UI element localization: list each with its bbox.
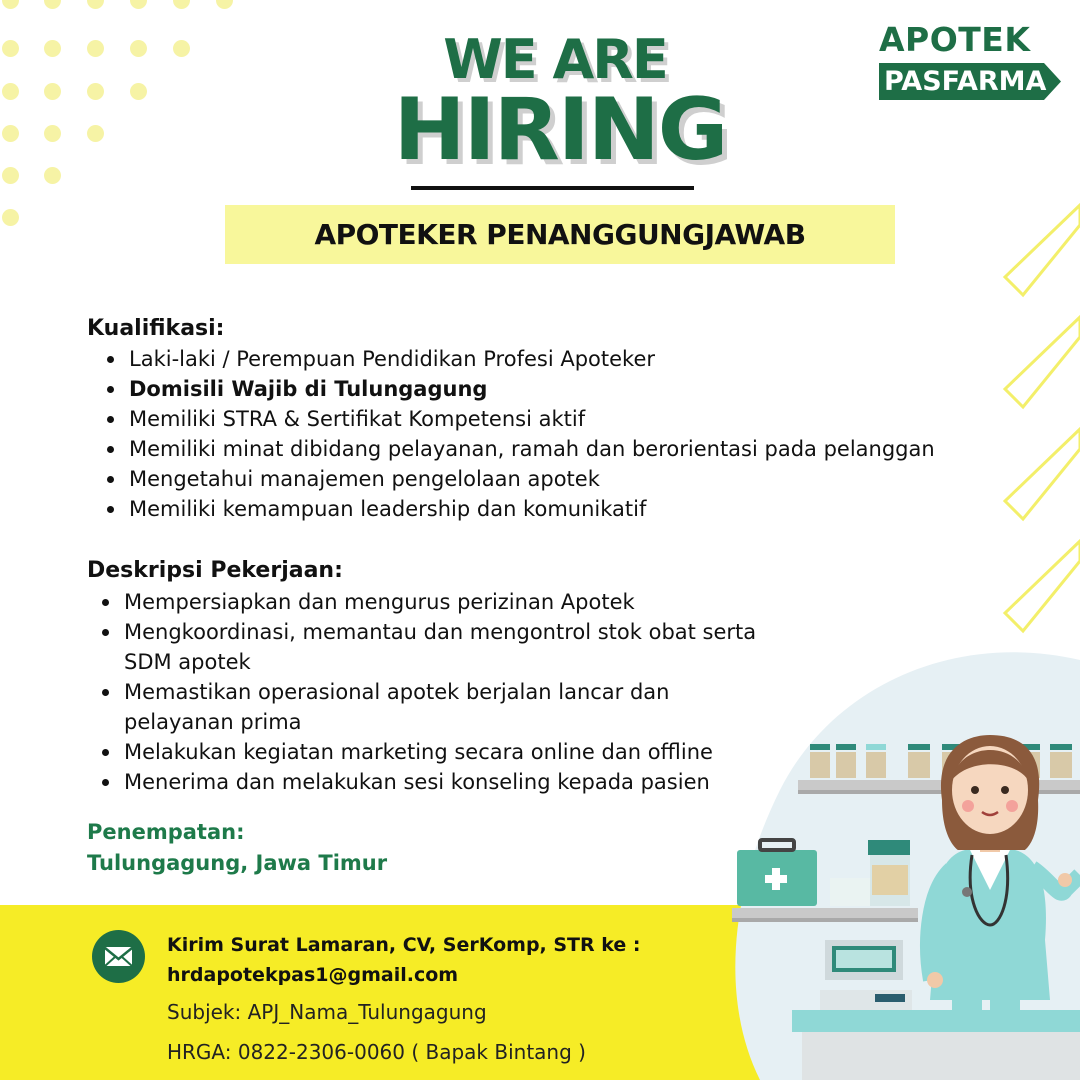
list-item: Mengetahui manajemen pengelolaan apotek (129, 464, 1009, 494)
logo-pasfarma: PASFARMA (884, 66, 1047, 97)
placement-heading: Penempatan: (87, 820, 245, 844)
list-item: Mempersiapkan dan mengurus perizinan Apotek (124, 587, 764, 617)
contact-subject: Subjek: APJ_Nama_Tulungagung (167, 1000, 487, 1024)
logo-apotek: APOTEK (879, 20, 1031, 59)
headline-we-are: WE ARE (443, 28, 667, 91)
envelope-icon (92, 930, 145, 983)
contact-email[interactable]: hrdapotekpas1@gmail.com (167, 964, 459, 986)
list-item: Melakukan kegiatan marketing secara online dan offline (124, 737, 764, 767)
position-title: APOTEKER PENANGGUNGJAWAB (314, 218, 806, 251)
job-description-list (124, 587, 764, 797)
job-description-heading: Deskripsi Pekerjaan: (87, 558, 343, 583)
qualifications-heading: Kualifikasi: (87, 316, 225, 341)
placement-location: Tulungagung, Jawa Timur (87, 851, 388, 875)
qualifications-list (129, 344, 1009, 524)
list-item: Memiliki STRA & Sertifikat Kompetensi aktif (129, 404, 1009, 434)
list-item: Memiliki kemampuan leadership dan komunikatif (129, 494, 1009, 524)
list-item: Memastikan operasional apotek berjalan lancar dan pelayanan prima (124, 677, 764, 737)
list-item: Laki-laki / Perempuan Pendidikan Profesi Apoteker (129, 344, 1009, 374)
contact-phone: HRGA: 0822-2306-0060 ( Bapak Bintang ) (167, 1040, 586, 1064)
list-item: Domisili Wajib di Tulungagung (129, 374, 1009, 404)
pharmacist-illustration (720, 640, 1080, 1080)
title-divider (411, 186, 694, 190)
list-item: Mengkoordinasi, memantau dan mengontrol stok obat serta SDM apotek (124, 617, 764, 677)
list-item: Menerima dan melakukan sesi konseling kepada pasien (124, 767, 764, 797)
headline-hiring: HIRING (393, 80, 727, 180)
list-item: Memiliki minat dibidang pelayanan, ramah dan berorientasi pada pelanggan (129, 434, 1009, 464)
contact-instruction: Kirim Surat Lamaran, CV, SerKomp, STR ke : (167, 934, 641, 956)
